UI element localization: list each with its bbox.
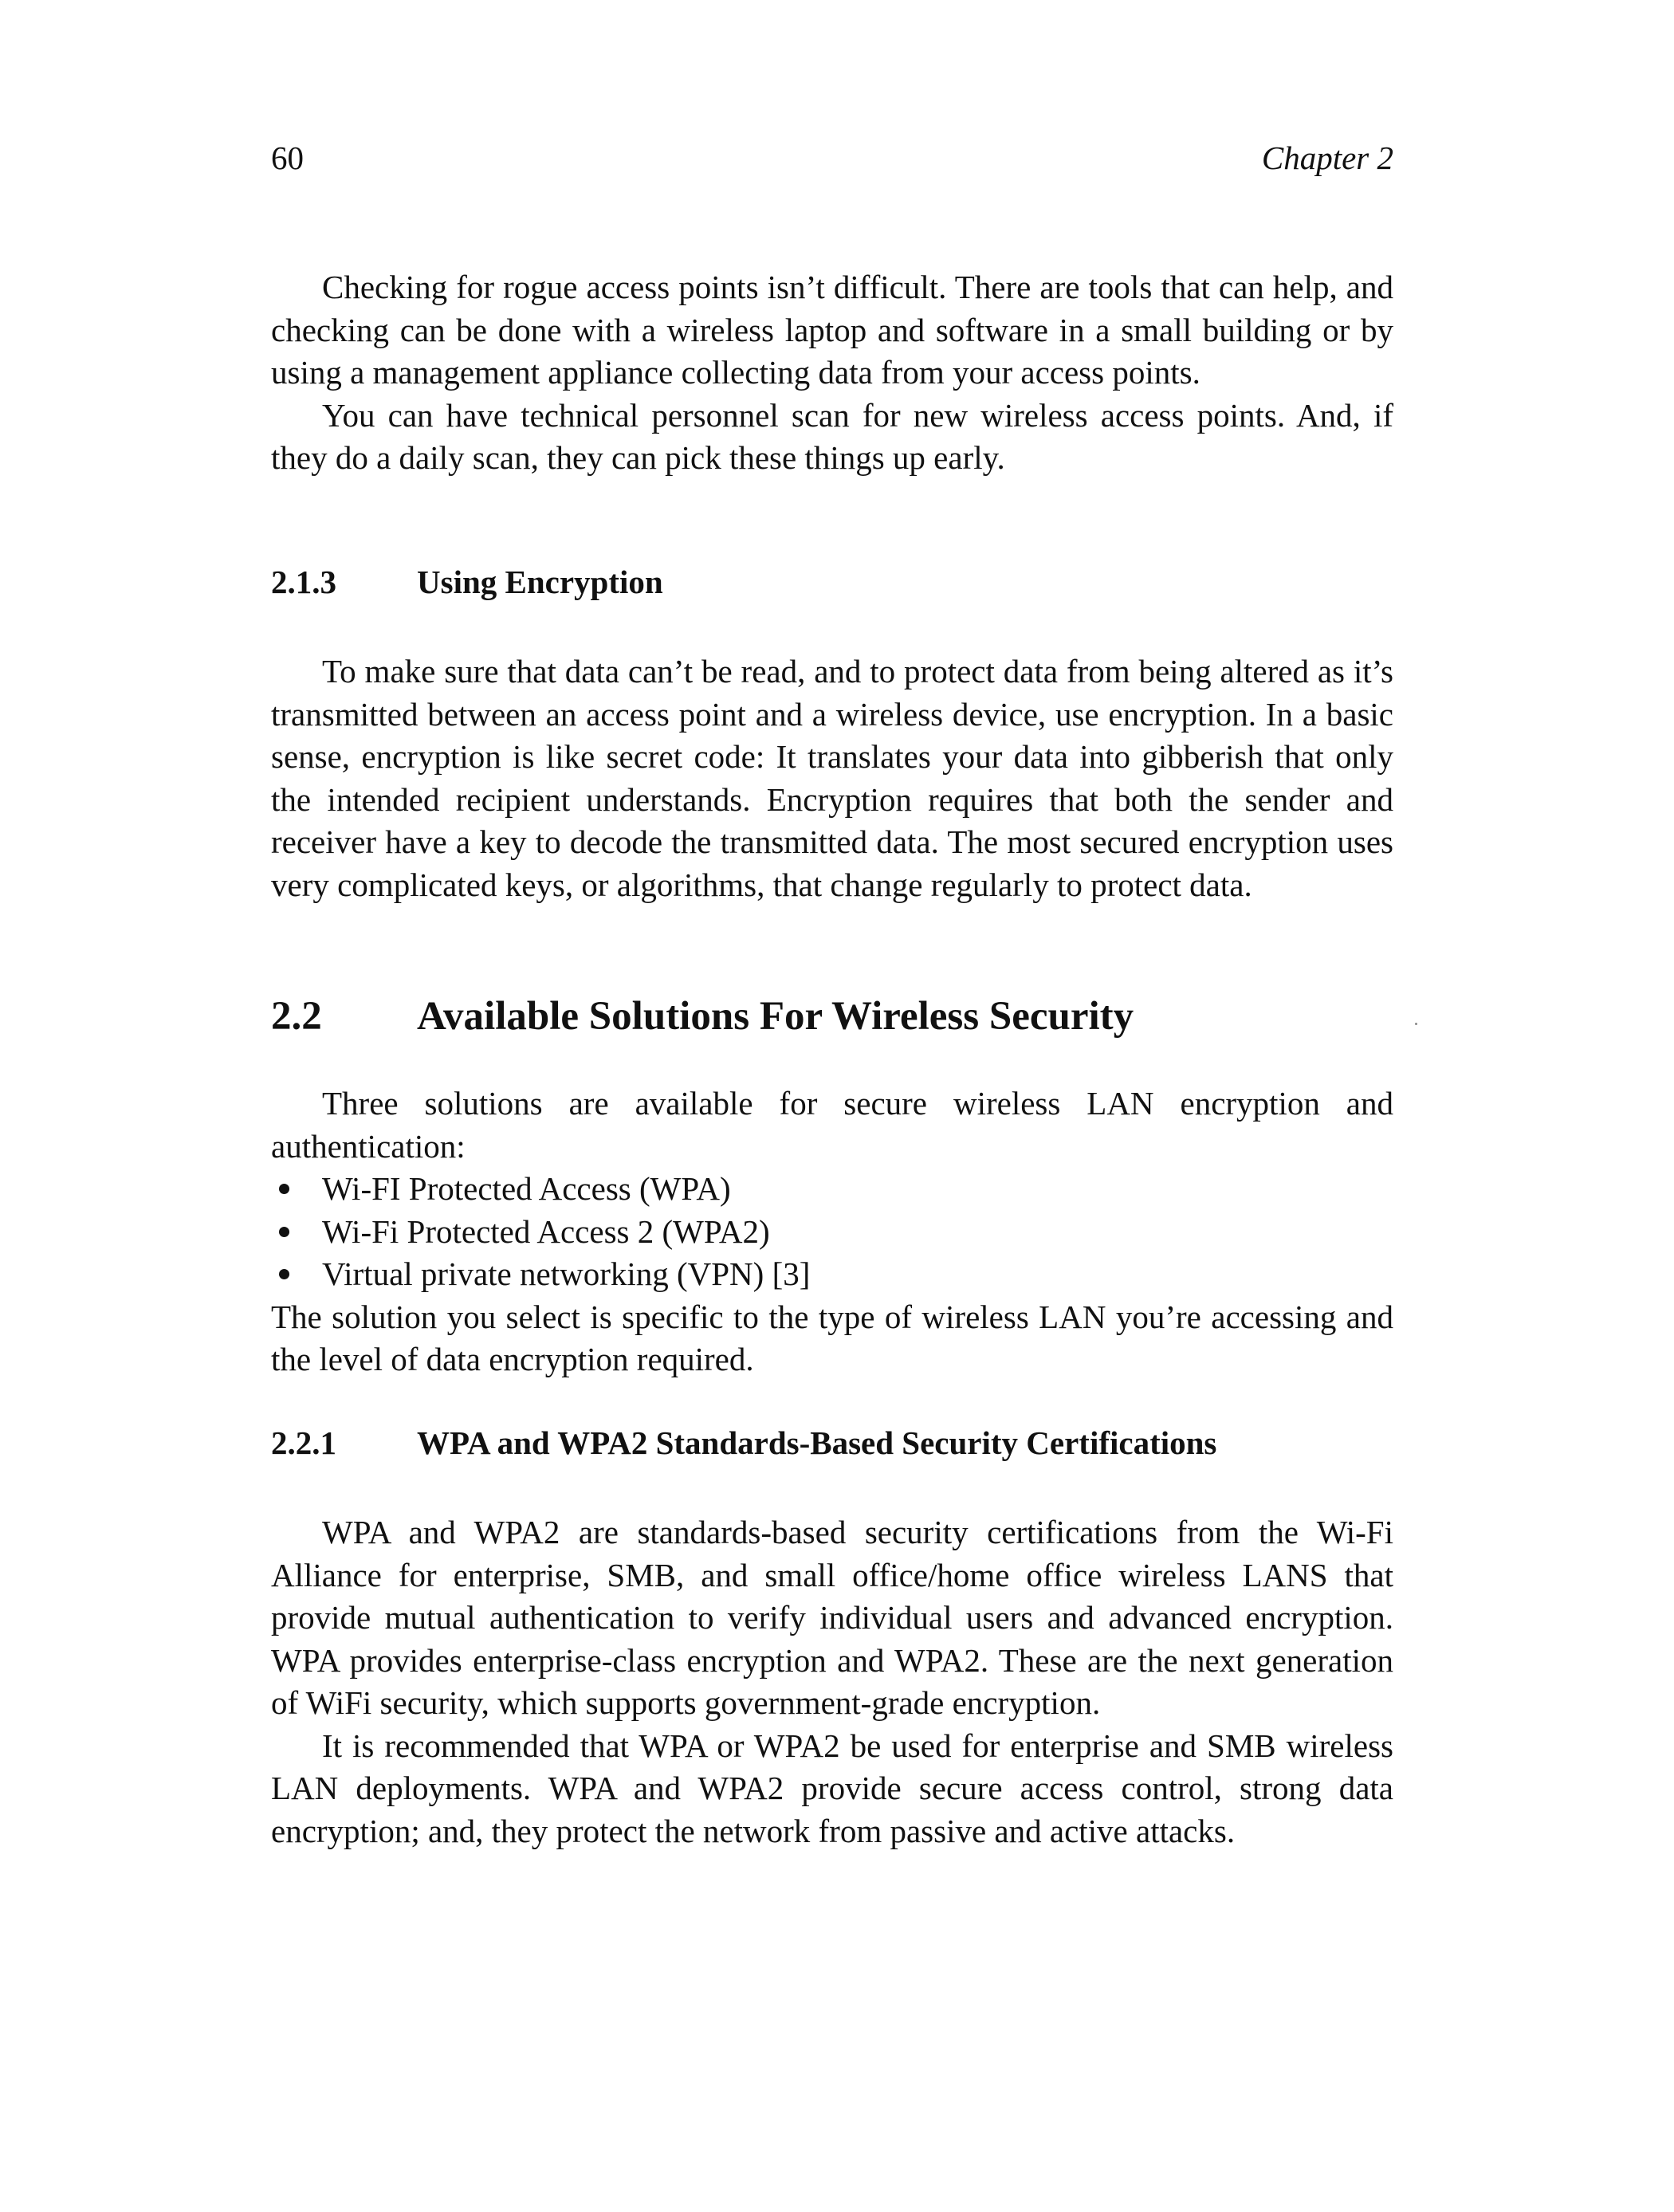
paragraph: You can have technical personnel scan for new wireless access points. And, if they do a daily scan, they can pick these things up early.	[271, 396, 1393, 476]
section-number: 2.2.1	[271, 1424, 336, 1461]
bullet-icon	[279, 1227, 289, 1237]
paragraph: WPA and WPA2 are standards-based security certifications from the Wi-Fi Alliance for enterprise, SMB, and small office/home office wireless LANS that provide mutual authentication to verify individual users and advanced encryption. WPA provides enterprise-class encryption and WPA2. These are the next generation of WiFi security, which supports government-grade encryption.	[271, 1514, 1393, 1721]
scan-speck	[1415, 1023, 1417, 1025]
chapter-label: Chapter 2	[1261, 139, 1393, 176]
section-heading-2-1-3	[271, 563, 1393, 601]
bullet-icon	[279, 1184, 289, 1194]
section-heading-2-2	[271, 993, 1393, 1039]
closing-paragraph: The solution you select is specific to the type of wireless LAN you’re accessing and the level of data encryption required.	[271, 1298, 1393, 1377]
solutions-text	[271, 1082, 1393, 1381]
section-number: 2.2	[271, 994, 322, 1039]
list-item	[271, 1168, 1393, 1211]
list-item	[271, 1211, 1393, 1254]
running-head	[271, 139, 1393, 187]
list-item-text: Wi-Fi Protected Access 2 (WPA2)	[322, 1212, 770, 1250]
page-number: 60	[271, 139, 304, 176]
wpa-text	[271, 1511, 1393, 1853]
bullet-icon	[279, 1269, 289, 1279]
section-title: Available Solutions For Wireless Security	[417, 994, 1134, 1039]
section-title: Using Encryption	[417, 564, 663, 600]
paragraph: To make sure that data can’t be read, and to protect data from being altered as it’s transmitted between an access point and a wireless device, use encryption. In a basic sense, encryption is like secret code: It translates your data into gibberish that only the intended recipient understands. Encryption requires that both the sender and receiver have a key to decode the transmitted data. The most secured encryption uses very complicated keys, or algorithms, that change regularly to protect data.	[271, 653, 1393, 903]
list-item-text: Wi-FI Protected Access (WPA)	[322, 1170, 731, 1207]
paragraph: Checking for rogue access points isn’t difficult. There are tools that can help, and checking can be done with a wireless laptop and software in a small building or by using a management appliance collecting data from your access points.	[271, 269, 1393, 391]
section-title: WPA and WPA2 Standards-Based Security Certifications	[417, 1424, 1217, 1461]
intro-text	[271, 266, 1393, 480]
list-item-text: Virtual private networking (VPN) [3]	[322, 1255, 811, 1292]
list-item	[271, 1253, 1393, 1296]
encryption-text	[271, 650, 1393, 906]
paragraph: It is recommended that WPA or WPA2 be used for enterprise and SMB wireless LAN deployments. WPA and WPA2 provide secure access control, strong data encryption; and, they protect the network from passive and active attacks.	[271, 1727, 1393, 1849]
solutions-list	[271, 1168, 1393, 1296]
section-number: 2.1.3	[271, 564, 336, 600]
section-heading-2-2-1	[271, 1424, 1393, 1462]
lead-paragraph: Three solutions are available for secure wireless LAN encryption and authentication:	[271, 1085, 1393, 1165]
